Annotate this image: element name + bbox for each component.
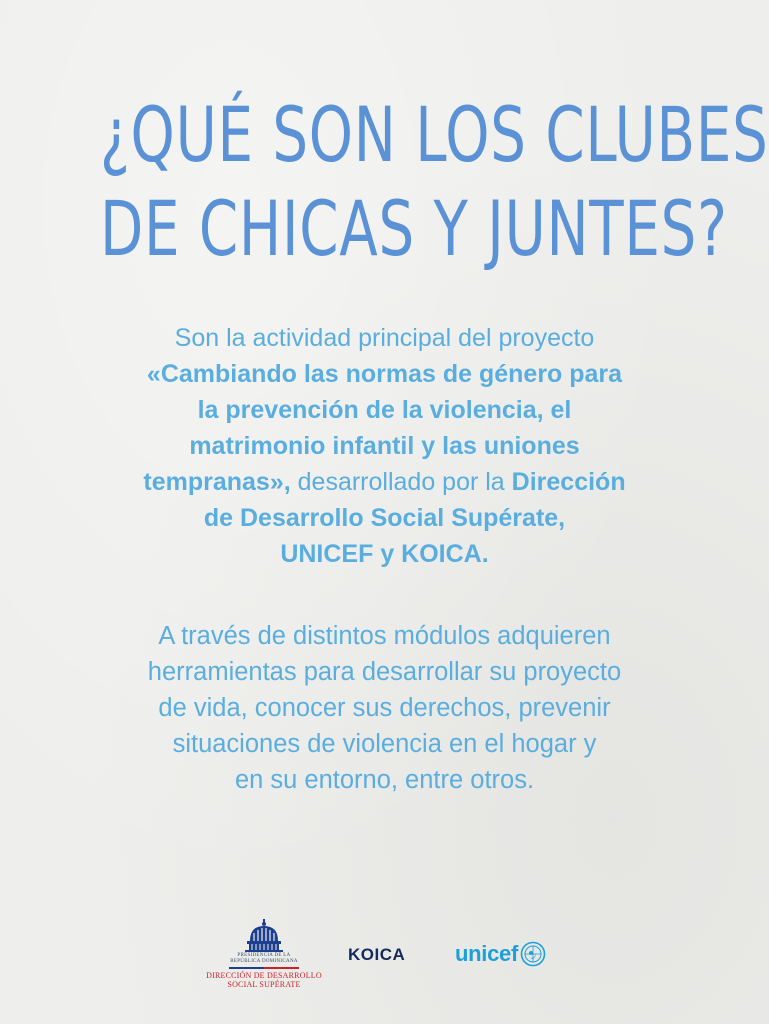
- unicef-logo: [455, 941, 546, 967]
- paragraph1-line-6: de Desarrollo Social Supérate,: [203, 504, 566, 532]
- national-palace-dome-icon: [244, 919, 284, 953]
- description-paragraph: [40, 320, 729, 572]
- superate-logo: [205, 919, 323, 989]
- paragraph1-line-1: Son la actividad principal del proyecto: [174, 324, 595, 352]
- title-line-1: ¿QUÉ SON LOS CLUBES: [99, 90, 769, 179]
- modules-paragraph: [40, 618, 729, 798]
- paragraph2-line-2: herramientas para desarrollar su proyecto: [147, 658, 622, 686]
- gov-line-1: PRESIDENCIA DE LA: [237, 953, 291, 958]
- gov-line-2: REPÚBLICA DOMINICANA: [230, 959, 298, 964]
- paragraph1-line-3: la prevención de la violencia, el: [197, 396, 572, 424]
- koica-logo: KOICA: [348, 945, 406, 964]
- gov-divider: [229, 967, 299, 969]
- paragraph1-line-5-bold-2: Dirección: [511, 468, 626, 496]
- paragraph2-line-4: situaciones de violencia en el hogar y: [172, 730, 597, 758]
- gov-line-4: SOCIAL SUPÉRATE: [227, 980, 301, 989]
- paragraph1-line-5-bold: tempranas»,: [143, 468, 291, 496]
- paragraph1-line-2: «Cambiando las normas de género para: [146, 360, 623, 388]
- paragraph1-line-7: UNICEF y KOICA.: [280, 540, 489, 568]
- paragraph1-line-5-regular: desarrollado por la: [290, 468, 512, 496]
- paragraph1-line-5: [40, 464, 729, 500]
- paragraph2-line-3: de vida, conocer sus derechos, prevenir: [158, 694, 611, 722]
- paragraph1-line-4: matrimonio infantil y las uniones: [189, 432, 580, 460]
- title-line-2: DE CHICAS Y JUNTES?: [99, 184, 728, 273]
- paragraph2-line-5: en su entorno, entre otros.: [234, 766, 535, 794]
- paragraph2-line-1: A través de distintos módulos adquieren: [158, 622, 611, 650]
- unicef-globe-icon: [520, 941, 546, 967]
- page-title: [99, 88, 769, 276]
- unicef-wordmark: unicef: [455, 941, 518, 966]
- gov-line-3: DIRECCIÓN DE DESARROLLO: [206, 971, 322, 980]
- partner-logos: [0, 915, 769, 995]
